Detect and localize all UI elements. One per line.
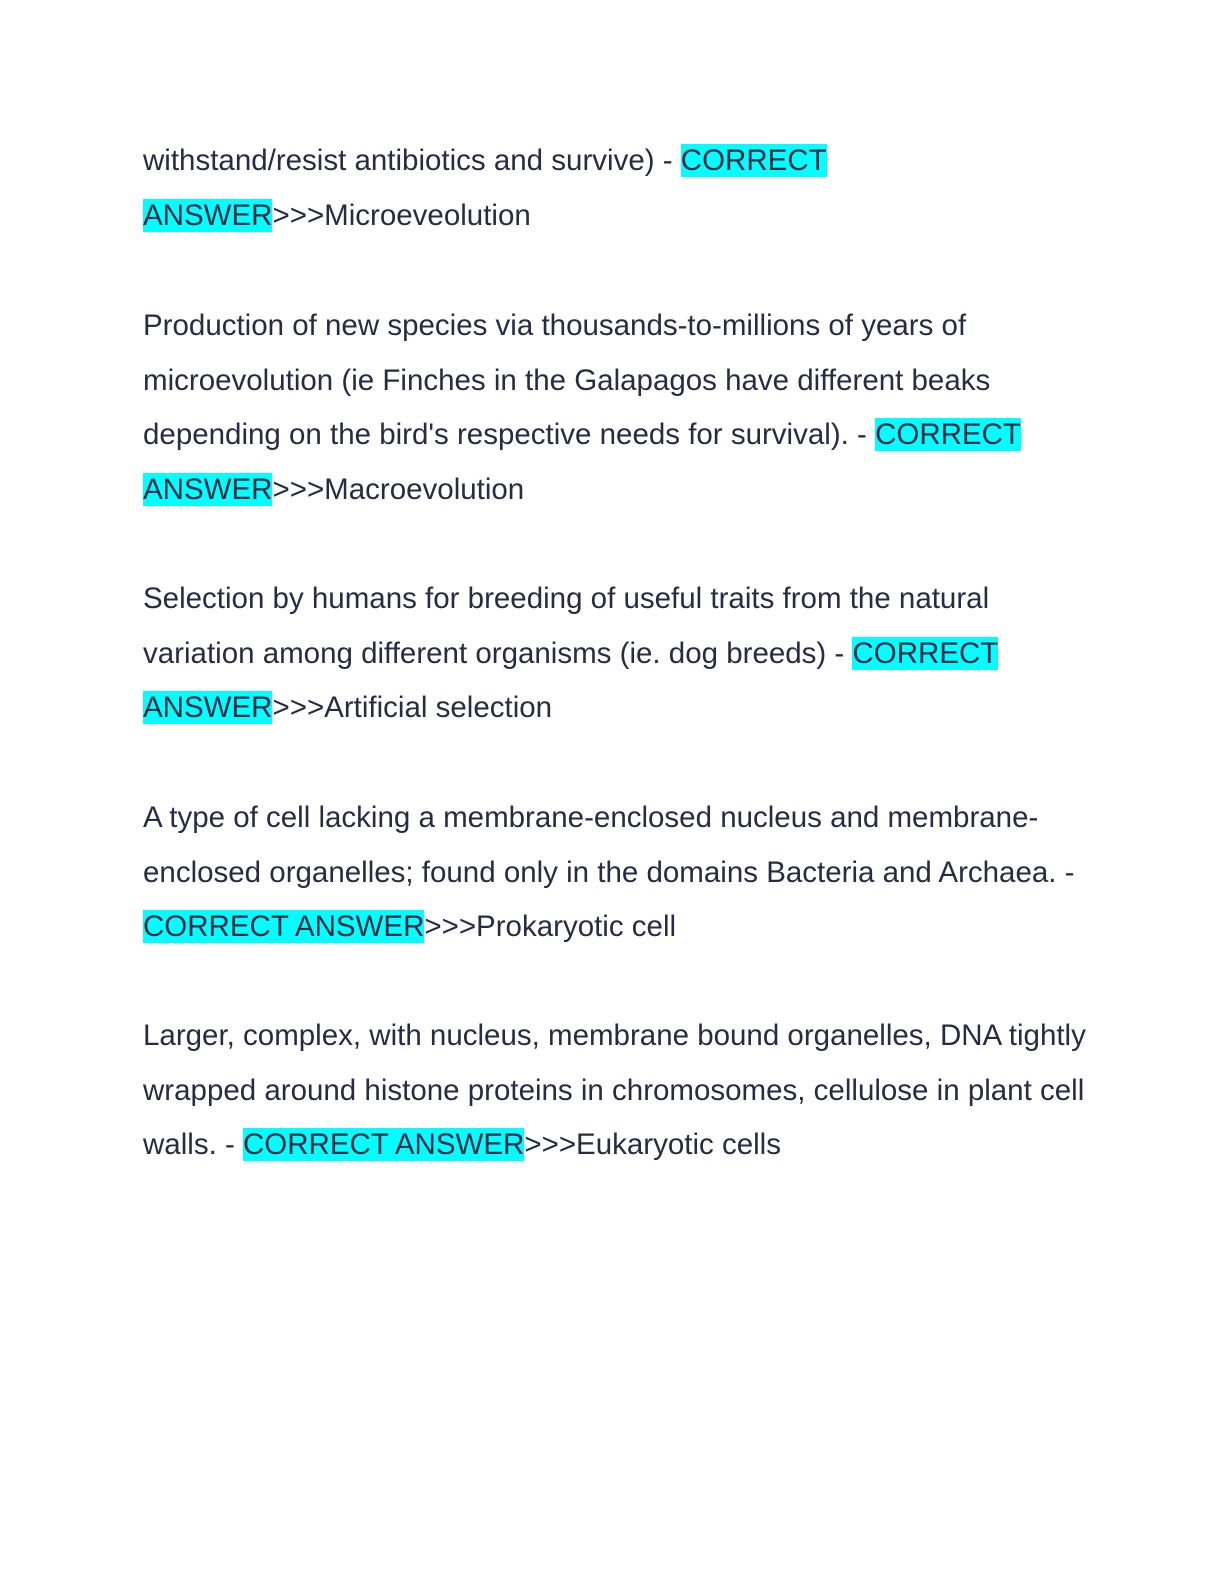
correct-answer-label: CORRECT ANSWER bbox=[143, 418, 1021, 506]
answer-text: >>>Artificial selection bbox=[272, 691, 553, 724]
correct-answer-label: CORRECT ANSWER bbox=[242, 1128, 525, 1161]
answer-text: >>>Eukaryotic cells bbox=[524, 1128, 781, 1161]
answer-text: >>>Prokaryotic cell bbox=[424, 910, 677, 943]
qa-entry bbox=[143, 299, 1103, 517]
correct-answer-label: CORRECT ANSWER bbox=[143, 636, 999, 724]
correct-answer-label: CORRECT ANSWER bbox=[143, 910, 425, 943]
question-text: withstand/resist antibiotics and survive) - bbox=[143, 144, 681, 177]
answer-text: >>>Microeveolution bbox=[272, 198, 531, 232]
qa-entry bbox=[143, 791, 1103, 955]
qa-entry bbox=[143, 572, 1103, 736]
question-text: Larger, complex, with nucleus, membrane bound organelles, DNA tightly wrapped around histone proteins in chromosomes, cellulose in plant cell walls. - bbox=[143, 1019, 1086, 1161]
question-text: Production of new species via thousands-to-millions of years of microevolution (ie Finches in the Galapagos have different beaks depending on the bird's respective needs for survival). - bbox=[143, 309, 991, 451]
correct-answer-label: CORRECT ANSWER bbox=[143, 144, 827, 232]
answer-text: >>>Macroevolution bbox=[272, 472, 525, 506]
question-text: A type of cell lacking a membrane-enclosed nucleus and membrane-enclosed organelles; found only in the domains Bacteria and Archaea. - bbox=[143, 801, 1075, 889]
qa-entry bbox=[143, 134, 1103, 243]
qa-entry bbox=[143, 1009, 1103, 1173]
question-text: Selection by humans for breeding of useful traits from the natural variation among different organisms (ie. dog breeds) - bbox=[143, 582, 990, 670]
